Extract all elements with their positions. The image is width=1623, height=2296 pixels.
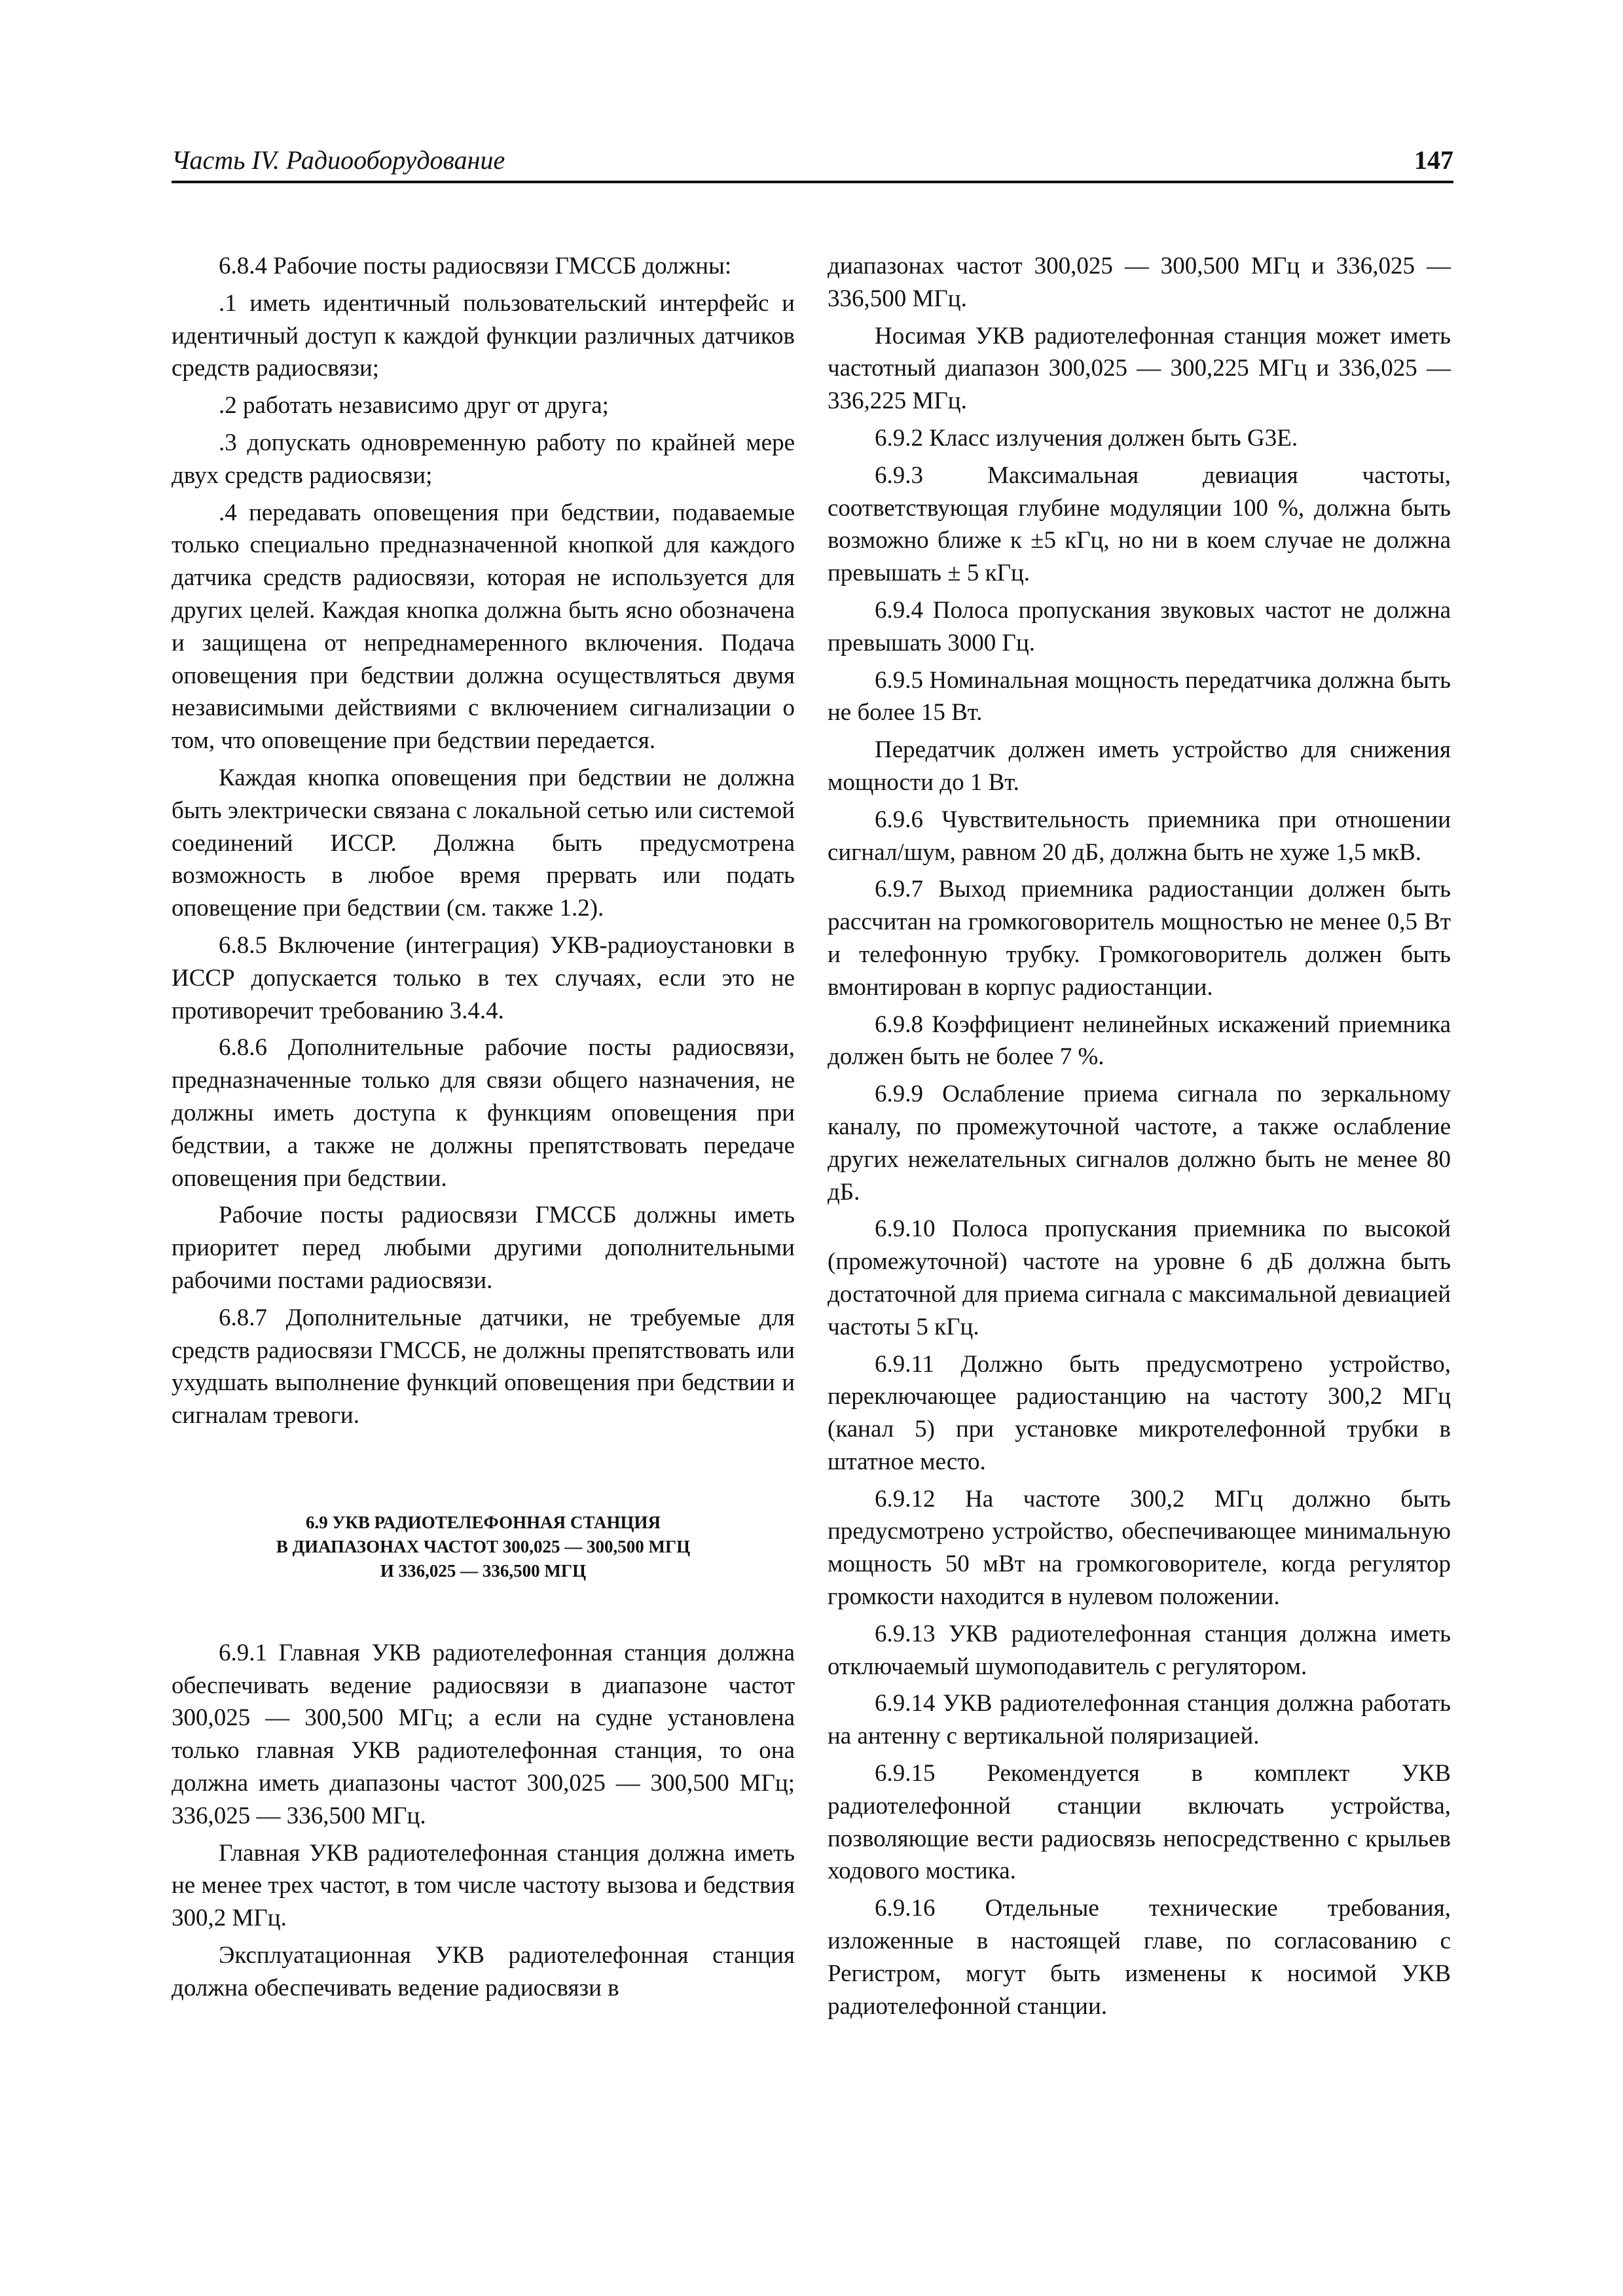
paragraph: 6.9.7 Выход приемника радиостанции должен быть рассчитан на громкоговоритель мощностью не менее 0,5 Вт и телефонную трубку. Громкоговоритель должен быть вмонтирован в корпус радиостанции. [828, 876, 1451, 1001]
paragraph: 6.9.9 Ослабление приема сигнала по зеркальному каналу, по промежуточной частоте, а также ослабление других нежелательных сигналов должно быть не менее 80 дБ. [828, 1081, 1451, 1206]
paragraph: 6.9.3 Максимальная девиация частоты, соответствующая глубине модуляции 100 %, должна быть возможно ближе к ±5 кГц, но ни в коем случае не должна превышать ± 5 кГц. [828, 461, 1451, 587]
paragraph: Передатчик должен иметь устройство для снижения мощности до 1 Вт. [828, 736, 1451, 796]
right-column [828, 250, 1451, 2027]
paragraph: 6.9.5 Номинальная мощность передатчика должна быть не более 15 Вт. [828, 666, 1451, 726]
paragraph: 6.8.4 Рабочие посты радиосвязи ГМССБ должны: [219, 253, 732, 279]
paragraph: Главная УКВ радиотелефонная станция должна иметь не менее трех частот, в том числе частоту вызова и бедствия 300,2 МГц. [172, 1839, 795, 1932]
paragraph: Эксплуатационная УКВ радиотелефонная станция должна обеспечивать ведение радиосвязи в [172, 1942, 795, 2001]
section-heading [172, 1511, 795, 1583]
section-heading-line: И 336,025 — 336,500 МГЦ [380, 1560, 587, 1581]
header-title: Часть IV. Радиооборудование [172, 145, 505, 175]
paragraph: 6.9.16 Отдельные технические требования, изложенные в настоящей главе, по согласованию с Регистром, могут быть изменены к носимой УКВ радиотелефонной станции. [828, 1895, 1451, 2020]
paragraph: 6.9.13 УКВ радиотелефонная станция должна иметь отключаемый шумоподавитель с регулятором. [828, 1620, 1451, 1680]
paragraph: 6.8.6 Дополнительные рабочие посты радиосвязи, предназначенные только для связи общего назначения, не должны иметь доступа к функциям оповещения при бедствии, а также не должны препятствовать передаче оповещения при бедствии. [172, 1034, 795, 1192]
section-heading-line: 6.9 УКВ РАДИОТЕЛЕФОННАЯ СТАНЦИЯ [306, 1512, 661, 1532]
paragraph: 6.9.15 Рекомендуется в комплект УКВ радиотелефонной станции включать устройства, позволяющие вести радиосвязь непосредственно с крыльев ходового мостика. [828, 1760, 1451, 1885]
paragraph: 6.9.2 Класс излучения должен быть G3E. [875, 424, 1298, 452]
running-header [172, 141, 1453, 183]
paragraph: 6.9.12 На частоте 300,2 МГц должно быть предусмотрено устройство, обеспечивающее минимальную мощность 50 мВт на громкоговорителе, когда регулятор громкости находится в нулевом положении. [828, 1485, 1451, 1611]
paragraph: 6.9.14 УКВ радиотелефонная станция должна работать на антенну с вертикальной поляризацией. [828, 1690, 1451, 1750]
paragraph: Каждая кнопка оповещения при бедствии не должна быть электрически связана с локальной сетью или системой соединений ИССР. Должна быть предусмотрена возможность в любое время прервать или подать оповещение при бедствии (см. также 1.2). [172, 764, 795, 922]
paragraph: 6.9.1 Главная УКВ радиотелефонная станция должна обеспечивать ведение радиосвязи в диапазоне частот 300,025 — 300,500 МГц; а если на судне установлена только главная УКВ радиотелефонная станция, то она должна иметь диапазоны частот 300,025 — 300,500 МГц; 336,025 — 336,500 МГц. [172, 1639, 795, 1829]
paragraph: .3 допускать одновременную работу по крайней мере двух средств радиосвязи; [172, 429, 795, 489]
paragraph: 6.9.6 Чувствительность приемника при отношении сигнал/шум, равном 20 дБ, должна быть не хуже 1,5 мкВ. [828, 806, 1451, 866]
paragraph: 6.9.10 Полоса пропускания приемника по высокой (промежуточной) частоте на уровне 6 дБ должна быть достаточной для приема сигнала с максимальной девиацией частоты 5 кГц. [828, 1215, 1451, 1340]
paragraph: Носимая УКВ радиотелефонная станция может иметь частотный диапазон 300,025 — 300,225 МГц и 336,025 — 336,225 МГц. [828, 322, 1451, 415]
paragraph: диапазонах частот 300,025 — 300,500 МГц и 336,025 — 336,500 МГц. [828, 253, 1451, 312]
paragraph: .2 работать независимо друг от друга; [219, 392, 609, 420]
paragraph: .1 иметь идентичный пользовательский интерфейс и идентичный доступ к каждой функции различных датчиков средств радиосвязи; [172, 289, 795, 382]
paragraph: 6.9.11 Должно быть предусмотрено устройство, переключающее радиостанцию на частоту 300,2 МГц (канал 5) при установке микротелефонной трубки в штатное место. [828, 1350, 1451, 1475]
paragraph: 6.8.5 Включение (интеграция) УКВ-радиоустановки в ИССР допускается только в тех случаях, если это не противоречит требованию 3.4.4. [172, 931, 795, 1024]
left-column [172, 250, 795, 2009]
paragraph: 6.9.8 Коэффициент нелинейных искажений приемника должен быть не более 7 %. [828, 1011, 1451, 1071]
section-heading-line: В ДИАПАЗОНАХ ЧАСТОТ 300,025 — 300,500 МГЦ [276, 1536, 691, 1556]
paragraph: 6.8.7 Дополнительные датчики, не требуемые для средств радиосвязи ГМССБ, не должны препятствовать или ухудшать выполнение функций оповещения при бедствии и сигналам тревоги. [172, 1304, 795, 1429]
paragraph: 6.9.4 Полоса пропускания звуковых частот не должна превышать 3000 Гц. [828, 596, 1451, 656]
page-number: 147 [1414, 145, 1453, 175]
paragraph: .4 передавать оповещения при бедствии, подаваемые только специально предназначенной кнопкой для каждого датчика средств радиосвязи, которая не используется для других целей. Каждая кнопка должна быть ясно обозначена и защищена от непреднамеренного включения. Подача оповещения при бедствии должна осуществляться двумя независимыми действиями с включением сигнализации о том, что оповещение при бедствии передается. [172, 499, 795, 755]
paragraph: Рабочие посты радиосвязи ГМССБ должны иметь приоритет перед любыми другими дополнительными рабочими постами радиосвязи. [172, 1202, 795, 1294]
